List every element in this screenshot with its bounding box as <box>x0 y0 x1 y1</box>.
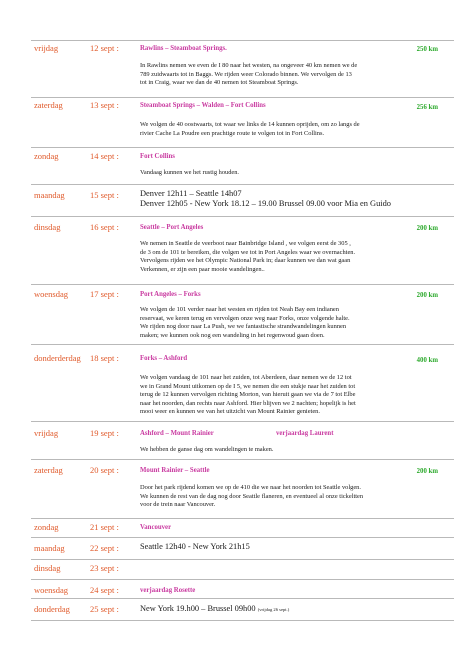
entry-day: zondag <box>34 151 59 161</box>
entry-route: Rawlins – Steamboat Springs. <box>140 45 227 52</box>
divider <box>31 421 454 422</box>
entry-day: maandag <box>34 190 65 200</box>
divider <box>31 620 454 621</box>
entry-route: Forks – Ashford <box>140 355 188 362</box>
divider <box>31 579 454 580</box>
divider <box>31 559 454 560</box>
description-line: In Rawlins nemen we even de I 80 naar het westen, na ongeveer 40 km nemen we de <box>140 62 358 69</box>
description-line: 789 zuidwaarts tot in Baggs. We rijden weer Colorado binnen. We vervolgen de 13 <box>140 70 352 78</box>
entry-day: zaterdag <box>34 100 63 110</box>
description-line: We volgen de 40 oostwaarts, tot waar we links de 14 kunnen oprijden, om zo langs de <box>140 121 360 128</box>
divider <box>31 40 454 41</box>
entry-date: 15 sept : <box>90 190 119 200</box>
entry-day: maandag <box>34 543 65 553</box>
entry-route: Mount Rainier – Seattle <box>140 467 210 474</box>
entry-day: dinsdag <box>34 563 61 573</box>
entry-day: dinsdag <box>34 222 61 232</box>
entry-distance: 200 km <box>416 225 438 232</box>
description-line: We volgen de 101 verder naar het westen en rijden tot Neah Bay een indianen <box>140 306 339 313</box>
flight-note: (vrijdag 26 sept.) <box>257 607 290 612</box>
divider <box>31 518 454 519</box>
divider <box>31 97 454 98</box>
entry-distance: 400 km <box>416 357 438 364</box>
birthday-note: verjaardag Rosette <box>140 587 196 594</box>
flight-schedule <box>140 542 250 552</box>
description-line: We hebben de ganse dag om wandelingen te maken. <box>140 446 274 453</box>
entry-day: donderdag <box>34 604 70 614</box>
divider <box>31 147 454 148</box>
entry-day: woensdag <box>34 289 68 299</box>
entry-route: Seattle – Port Angeles <box>140 224 204 231</box>
entry-day: donderderdag <box>34 353 81 363</box>
entry-day: vrijdag <box>34 428 59 438</box>
description-line: rivier Cache La Poudre een prachtige route te volgen tot in Fort Collins. <box>140 129 325 137</box>
divider <box>31 284 454 285</box>
description-line: terug de 12 kunnen vervolgen richting Morton, van hieruit gaan we via de 7 tot Elbe <box>140 391 356 399</box>
entry-route: Vancouver <box>140 524 172 531</box>
entry-date: 22 sept : <box>90 543 119 553</box>
divider <box>31 537 454 538</box>
description-line: mooi weer en kunnen we van het uitzicht van Mount Rainier genieten. <box>140 408 320 416</box>
entry-date: 13 sept : <box>90 100 119 110</box>
entry-day: zondag <box>34 522 59 532</box>
flight-line <box>140 604 289 613</box>
entry-description <box>140 306 430 340</box>
description-line: voor de trein naar Vancouver. <box>140 501 216 509</box>
entry-day: vrijdag <box>34 43 59 53</box>
entry-distance: 250 km <box>416 46 438 53</box>
entry-description <box>140 121 430 138</box>
entry-description <box>140 484 430 510</box>
entry-date: 12 sept : <box>90 43 119 53</box>
entry-day: woensdag <box>34 585 68 595</box>
flight-text: New York 19.h00 – Brussel 09h00 <box>140 604 256 613</box>
entry-distance: 256 km <box>416 104 438 111</box>
entry-description <box>140 169 430 178</box>
divider <box>31 344 454 345</box>
entry-date: 20 sept : <box>90 465 119 475</box>
entry-date: 19 sept : <box>90 428 119 438</box>
entry-date: 14 sept : <box>90 151 119 161</box>
entry-date: 25 sept : <box>90 604 119 614</box>
description-line: tot in Craig, waar we dan de 40 nemen tot Steamboat Springs. <box>140 79 299 87</box>
description-line: We volgen vandaag de 101 naar het zuiden, tot Aberdeen, daar nemen we de 12 tot <box>140 374 352 381</box>
entry-date: 17 sept : <box>90 289 119 299</box>
description-line: maken; we kunnen ook nog een wandeling in het regenwoud gaan doen. <box>140 331 325 339</box>
entry-day: zaterdag <box>34 465 63 475</box>
description-line: Vervolgens rijden we het Olympic National Park in; daar kunnen we dan wat gaan <box>140 257 351 265</box>
entry-distance: 200 km <box>416 292 438 299</box>
flight-schedule <box>140 189 391 209</box>
entry-date: 21 sept : <box>90 522 119 532</box>
description-line: We kunnen de rest van de dag nog door Seattle flaneren, en eventueel al onze tickeltten <box>140 492 364 500</box>
flight-line: Denver 12h05 - New York 18.12 – 19.00 Brussel 09.00 voor Mia en Guido <box>140 199 391 208</box>
description-line: We rijden nog door naar La Push, we we fantastische strandwandelingen kunnen <box>140 323 347 331</box>
entry-distance: 200 km <box>416 468 438 475</box>
entry-description <box>140 374 430 417</box>
description-line: Verkennen, er zijn een paar mooie wandelingen.. <box>140 265 265 273</box>
description-line: naar het noorden, dan rechts naar Ashford. Hier blijven we 2 nachten; hopelijk is het <box>140 399 356 407</box>
entry-route: Ashford – Mount Rainier <box>140 430 214 437</box>
entry-description <box>140 62 430 88</box>
entry-route: Fort Collins <box>140 153 175 160</box>
entry-description <box>140 240 430 274</box>
entry-description <box>140 446 430 455</box>
entry-date: 24 sept : <box>90 585 119 595</box>
description-line: We nemen in Seattle de veerboot naar Bainbridge Island , we volgen eerst de 305 , <box>140 240 351 247</box>
entry-route: Port Angeles – Forks <box>140 291 201 298</box>
entry-date: 16 sept : <box>90 222 119 232</box>
divider <box>31 216 454 217</box>
description-line: de 3 om de 101 te bereiken, die volgen we tot in Port Angeles waar we overnachten. <box>140 248 356 256</box>
divider <box>31 598 454 599</box>
divider <box>31 184 454 185</box>
birthday-note: verjaardag Laurent <box>276 430 334 437</box>
flight-line: Denver 12h11 – Seattle 14h07 <box>140 189 242 198</box>
description-line: we in Grand Mount uitkomen op de I 5, we nemen die een stukje naar het zuiden tot <box>140 382 356 390</box>
flight-line: Seattle 12h40 - New York 21h15 <box>140 542 250 551</box>
divider <box>31 459 454 460</box>
entry-route: Steamboat Springs – Walden – Fort Collins <box>140 102 266 109</box>
description-line: reservaat, we keren terug en vervolgen onze weg naar Forks, onze volgende halte. <box>140 314 350 322</box>
entry-date: 23 sept : <box>90 563 119 573</box>
entry-date: 18 sept : <box>90 353 119 363</box>
description-line: Door het park rijdend komen we op de 410 die we naar het noorden tot Seattle volgen. <box>140 484 361 491</box>
description-line: Vandaag kunnen we het rustig houden. <box>140 169 240 176</box>
flight-schedule <box>140 604 289 615</box>
